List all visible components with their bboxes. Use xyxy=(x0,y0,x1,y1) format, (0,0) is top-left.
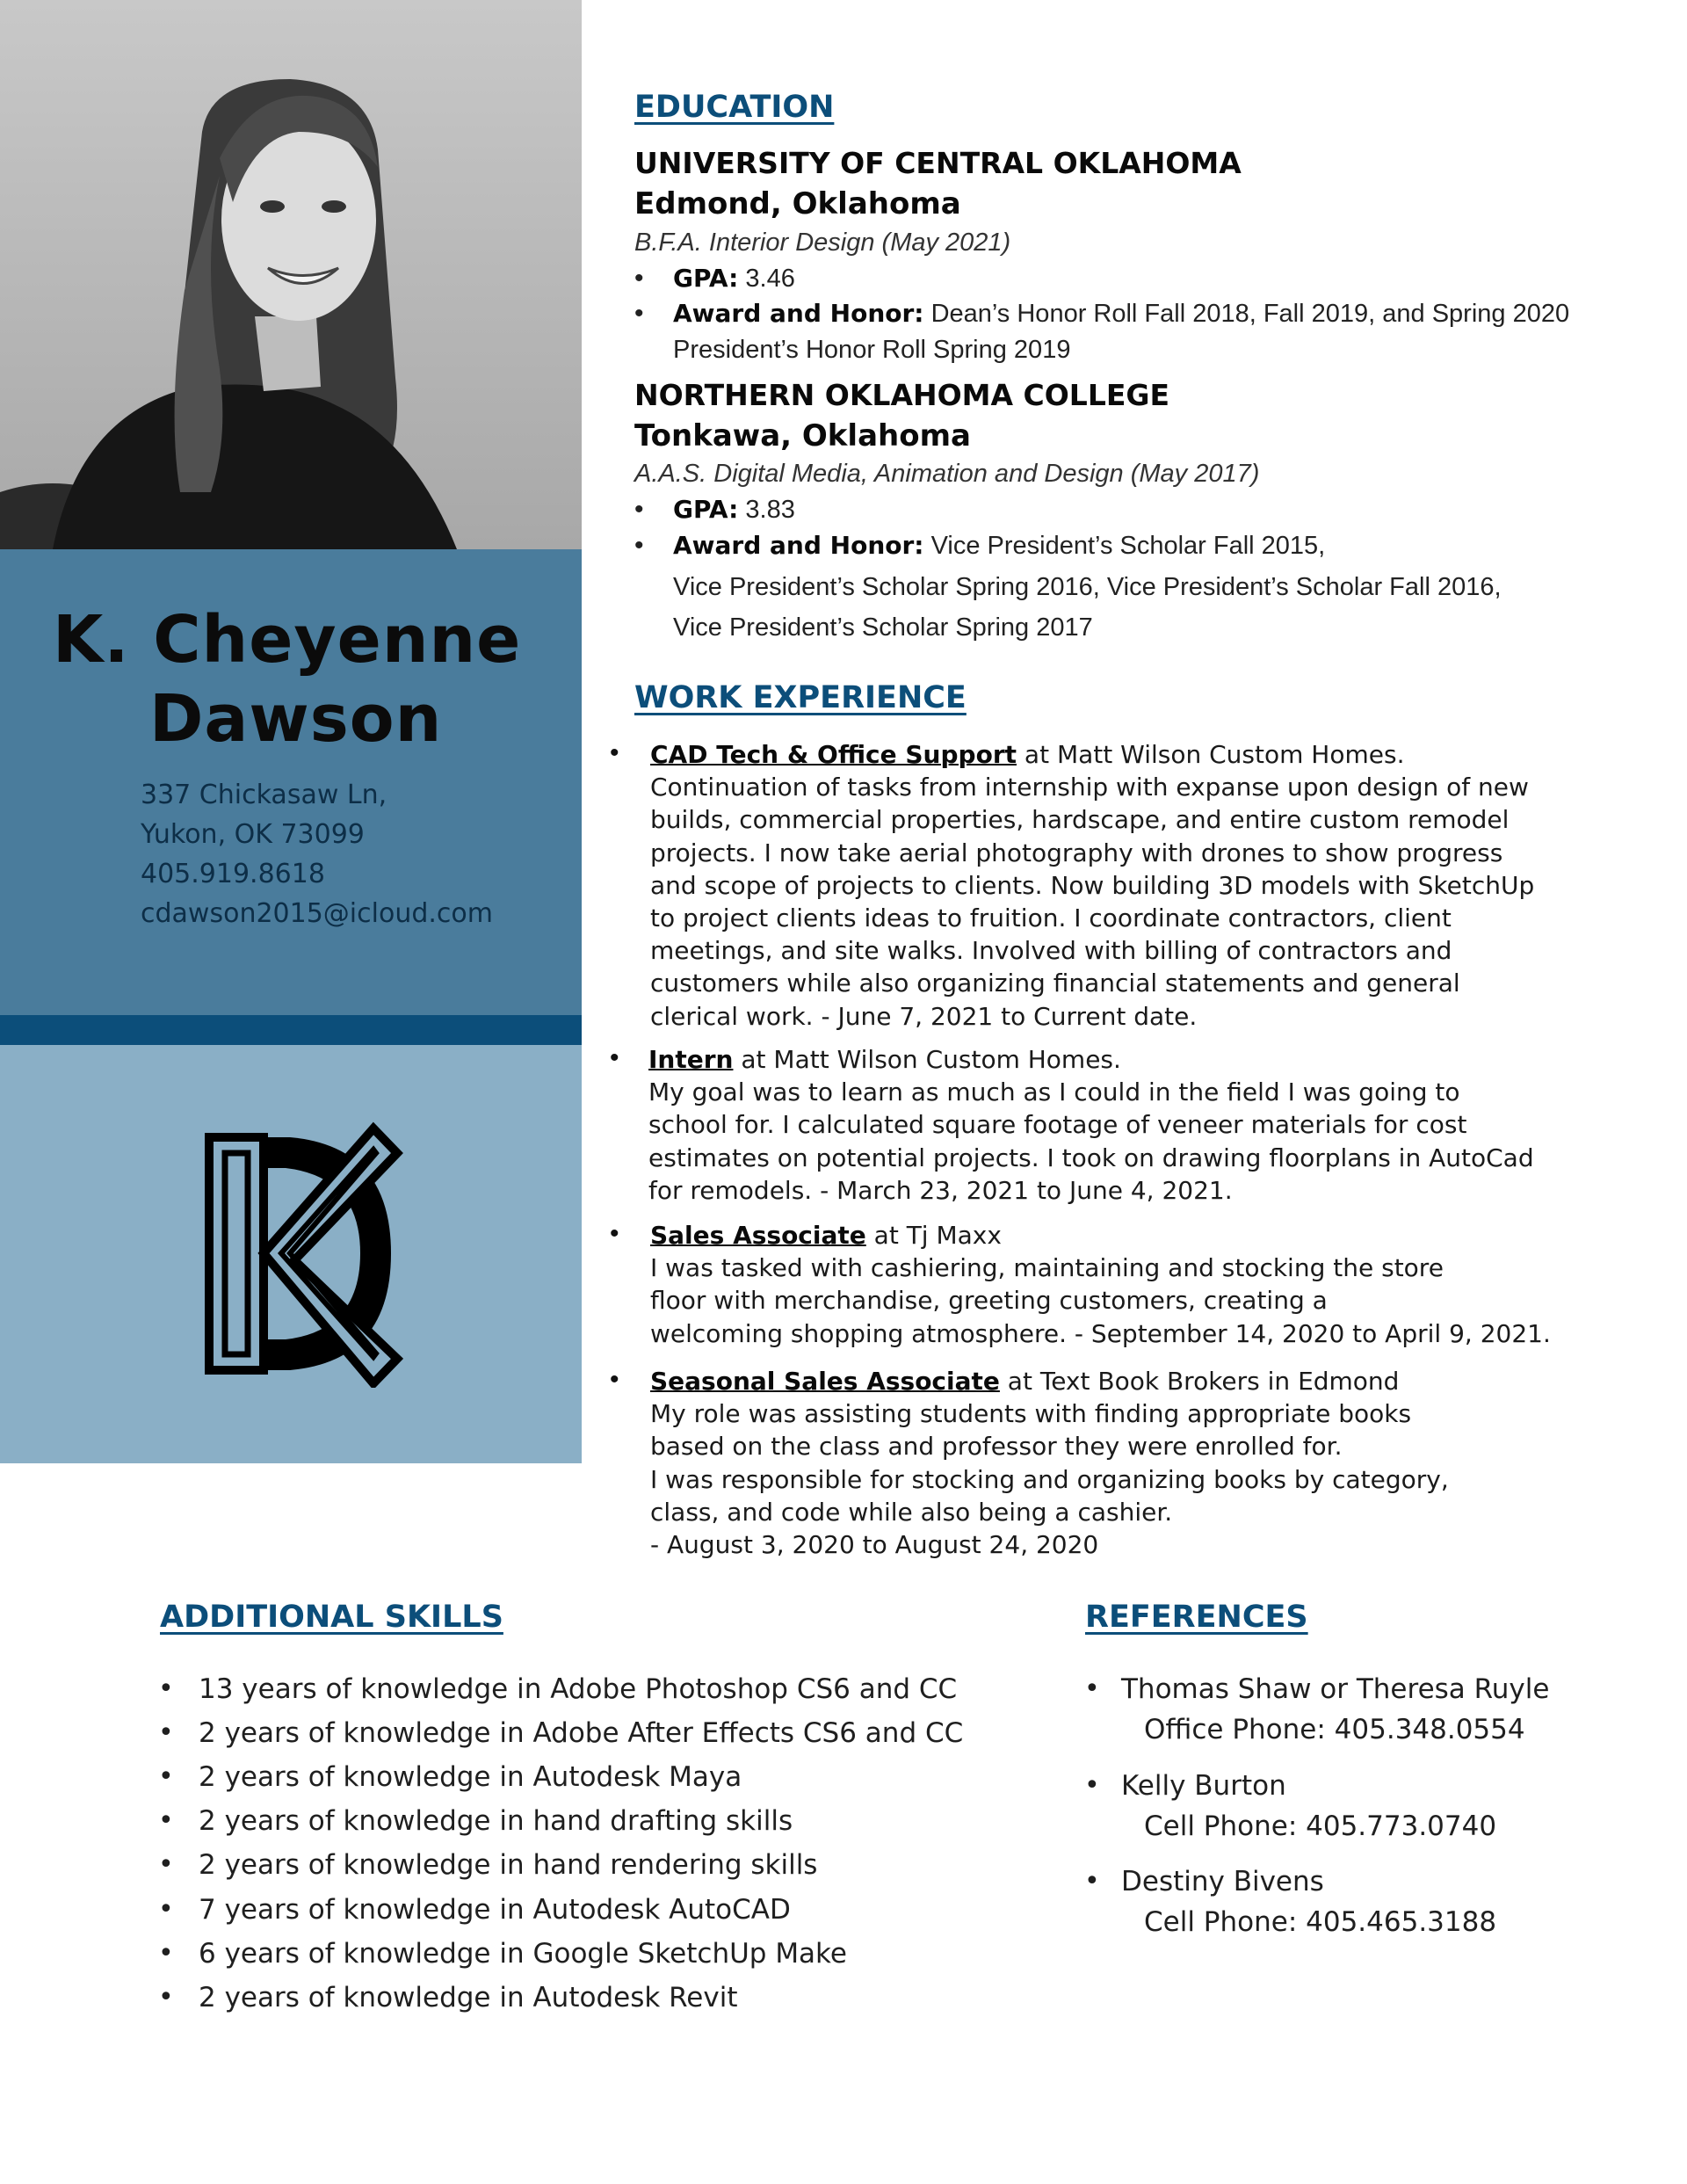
logo-panel xyxy=(0,1045,582,1463)
reference-phone: Office Phone: 405.348.0554 xyxy=(1144,1714,1525,1745)
bullet-icon: • xyxy=(158,1717,174,1748)
job-line: - August 3, 2020 to August 24, 2020 xyxy=(650,1530,1099,1560)
school-name: UNIVERSITY OF CENTRAL OKLAHOMA xyxy=(634,146,1242,180)
name-panel xyxy=(0,549,582,1015)
job-employer: at Matt Wilson Custom Homes. xyxy=(733,1045,1121,1074)
job-line: My role was assisting students with finding appropriate books xyxy=(650,1399,1412,1429)
job-line: class, and code while also being a cashier. xyxy=(650,1497,1173,1527)
job-line: clerical work. - June 7, 2021 to Current date. xyxy=(650,1001,1198,1031)
person-name-first: K. Cheyenne xyxy=(53,602,522,678)
contact-email[interactable]: cdawson2015@icloud.com xyxy=(141,898,493,929)
job-line: welcoming shopping atmosphere. - September 14, 2020 to April 9, 2021. xyxy=(650,1318,1551,1348)
skills-heading: ADDITIONAL SKILLS xyxy=(160,1600,503,1635)
bullet-icon: • xyxy=(610,1043,619,1072)
bullet-icon: • xyxy=(158,1805,174,1836)
job-line: to project clients ideas to fruition. I coordinate contractors, client xyxy=(650,903,1452,933)
accent-stripe xyxy=(0,1015,582,1045)
job-line: I was tasked with cashiering, maintaining and stocking the store xyxy=(650,1253,1444,1283)
bullet-icon: • xyxy=(158,1982,174,2013)
job-line: for remodels. - March 23, 2021 to June 4, 2021. xyxy=(648,1175,1233,1205)
bullet-icon: • xyxy=(634,495,644,524)
reference-name: Thomas Shaw or Theresa Ruyle xyxy=(1121,1673,1550,1705)
education-heading: EDUCATION xyxy=(634,90,835,125)
school-location: Edmond, Oklahoma xyxy=(634,186,961,221)
references-heading: REFERENCES xyxy=(1085,1600,1308,1635)
job-line: customers while also organizing financial statements and general xyxy=(650,969,1460,998)
job-line: school for. I calculated square footage of veneer materials for cost xyxy=(648,1110,1467,1140)
job-employer: at Matt Wilson Custom Homes. xyxy=(1017,740,1405,769)
job-employer: at Text Book Brokers in Edmond xyxy=(999,1367,1400,1396)
bullet-icon: • xyxy=(634,264,644,293)
person-name-last: Dawson xyxy=(149,681,443,757)
job-line: Continuation of tasks from internship with expanse upon design of new xyxy=(650,773,1529,802)
degree: A.A.S. Digital Media, Animation and Design (May 2017) xyxy=(634,460,1260,488)
job-line: My goal was to learn as much as I could in the field I was going to xyxy=(648,1077,1460,1107)
portrait-photo xyxy=(0,0,582,549)
reference-phone: Cell Phone: 405.465.3188 xyxy=(1144,1906,1497,1938)
award-line: Vice President’s Scholar Spring 2017 xyxy=(673,613,1093,642)
work-heading: WORK EXPERIENCE xyxy=(634,680,967,715)
contact-phone: 405.919.8618 xyxy=(141,859,325,889)
job-line: meetings, and site walks. Involved with billing of contractors and xyxy=(650,936,1452,966)
award-line: Vice President’s Scholar Fall 2015, xyxy=(930,532,1326,560)
job-line: I was responsible for stocking and organizing books by category, xyxy=(650,1464,1449,1494)
bullet-icon: • xyxy=(158,1673,174,1704)
job-line: estimates on potential projects. I took on drawing floorplans in AutoCad xyxy=(648,1143,1534,1172)
bullet-icon: • xyxy=(1084,1866,1100,1897)
bullet-icon: • xyxy=(158,1938,174,1969)
award-label: Award and Honor: xyxy=(673,531,924,560)
school-location: Tonkawa, Oklahoma xyxy=(634,418,971,453)
award-line: Vice President’s Scholar Spring 2016, Vice President’s Scholar Fall 2016, xyxy=(673,573,1502,601)
job-role: Sales Associate xyxy=(650,1221,866,1250)
reference-phone: Cell Phone: 405.773.0740 xyxy=(1144,1810,1497,1842)
bullet-icon: • xyxy=(158,1761,174,1792)
gpa-label: GPA: xyxy=(673,264,739,293)
job-line: based on the class and professor they were enrolled for. xyxy=(650,1432,1343,1462)
job-role: Seasonal Sales Associate xyxy=(650,1367,1000,1396)
reference-name: Destiny Bivens xyxy=(1121,1866,1324,1897)
job-role: Intern xyxy=(648,1045,734,1074)
bullet-icon: • xyxy=(634,299,644,328)
bullet-icon: • xyxy=(1084,1770,1100,1801)
degree: B.F.A. Interior Design (May 2021) xyxy=(634,229,1011,257)
portrait-illustration xyxy=(0,0,582,549)
school-name: NORTHERN OKLAHOMA COLLEGE xyxy=(634,378,1170,412)
award-line: President’s Honor Roll Spring 2019 xyxy=(673,336,1071,364)
gpa-label: GPA: xyxy=(673,495,739,524)
gpa-value: 3.46 xyxy=(745,265,795,293)
job-employer: at Tj Maxx xyxy=(865,1221,1002,1250)
reference-name: Kelly Burton xyxy=(1121,1770,1286,1802)
bullet-icon: • xyxy=(610,1219,619,1248)
job-role: CAD Tech & Office Support xyxy=(650,740,1017,769)
bullet-icon: • xyxy=(610,738,619,767)
bullet-icon: • xyxy=(610,1365,619,1394)
job-line: projects. I now take aerial photography with drones to show progress xyxy=(650,838,1503,867)
contact-city: Yukon, OK 73099 xyxy=(141,819,365,850)
job-line: and scope of projects to clients. Now building 3D models with SketchUp xyxy=(650,870,1535,900)
award-line: Dean’s Honor Roll Fall 2018, Fall 2019, and Spring 2020 xyxy=(930,300,1570,328)
contact-street: 337 Chickasaw Ln, xyxy=(141,780,387,810)
bullet-icon: • xyxy=(1084,1673,1100,1704)
award-label: Award and Honor: xyxy=(673,299,924,328)
bullet-icon: • xyxy=(158,1849,174,1880)
kd-monogram-logo xyxy=(202,1120,404,1388)
gpa-value: 3.83 xyxy=(745,496,795,524)
job-line: floor with merchandise, greeting customers, creating a xyxy=(650,1286,1328,1316)
bullet-icon: • xyxy=(158,1894,174,1925)
bullet-icon: • xyxy=(634,531,644,560)
job-line: builds, commercial properties, hardscape, and entire custom remodel xyxy=(650,805,1510,835)
